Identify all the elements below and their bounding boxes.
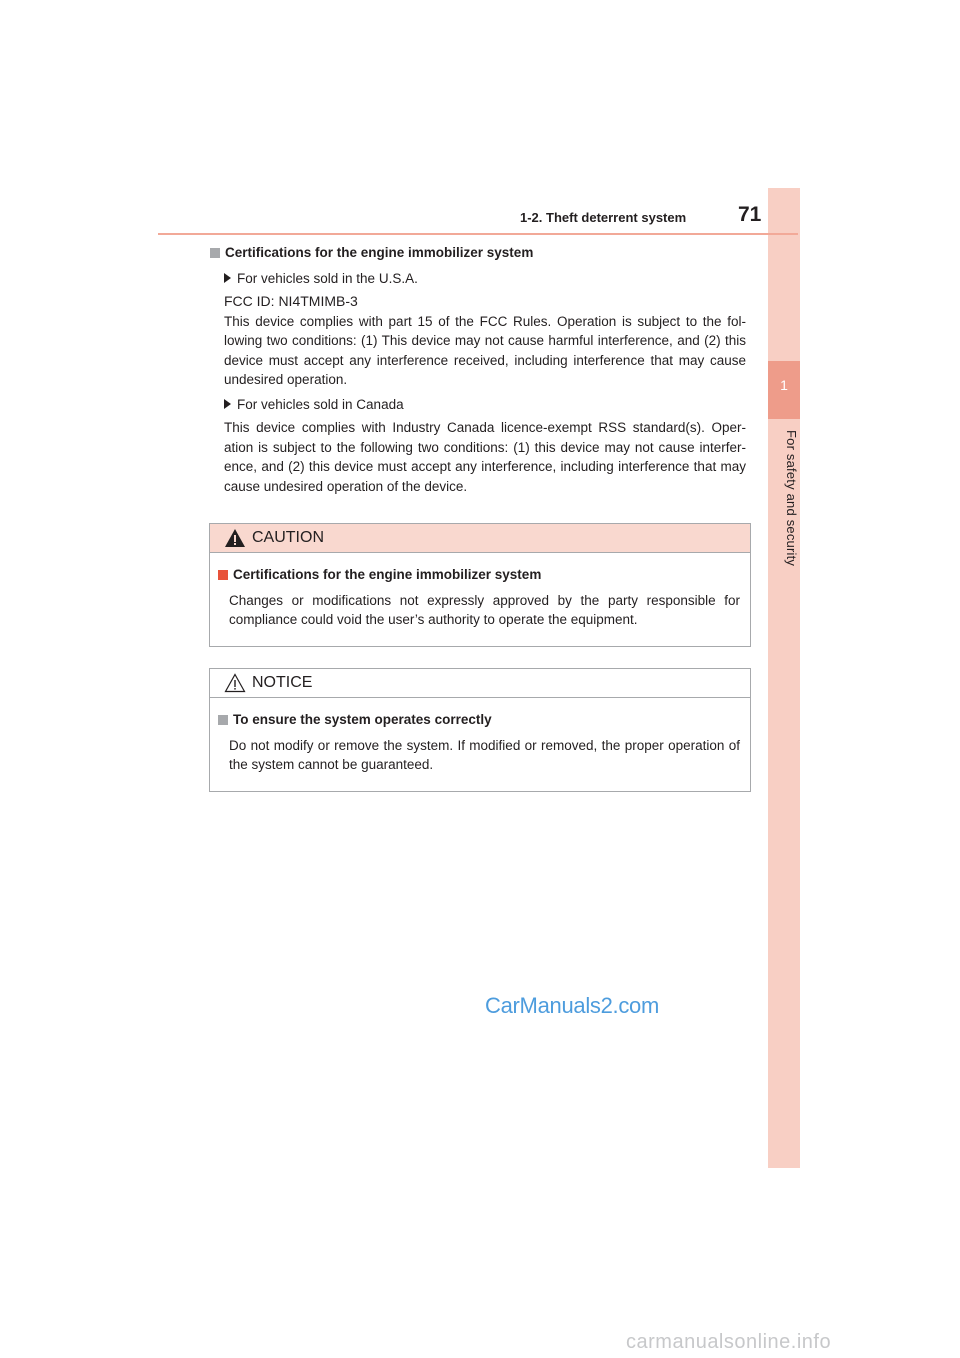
triangle-bullet-icon [224,399,231,409]
page-number: 71 [738,203,762,226]
caution-title: CAUTION [252,529,324,546]
header-section-title: 1-2. Theft deterrent system [520,210,687,225]
caution-box [209,523,751,647]
square-bullet-icon [210,248,220,258]
usa-paragraph: This device complies with part 15 of the FCC Rules. Operation is subject to the fol-lowing two conditions: (1) This device may not cause harmful interference, and (2) this device must accept any interference received, including interference that may cause undesired operation. [224,313,746,387]
usa-bullet [224,269,746,289]
notice-heading [218,710,740,730]
canada-paragraph: This device complies with Industry Canada licence-exempt RSS standard(s). Oper-ation is subject to the following two conditions: (1) this device may not cause interfer-ence, and (2) this device must accept any interference, including interference that may cause undesired operation of the device. [224,420,746,494]
chapter-label: For safety and security [784,430,799,567]
section-heading-text: Certifications for the engine immobilizer system [225,245,534,260]
caution-heading [218,565,740,585]
usa-bullet-text: For vehicles sold in the U.S.A. [237,270,418,286]
watermark-top[interactable]: CarManuals2.com [485,993,660,1018]
notice-body [210,698,750,791]
canada-bullet [224,395,746,415]
section-heading [210,243,746,263]
notice-header [210,669,750,698]
warning-filled-icon [224,528,246,548]
square-bullet-icon [218,570,228,580]
caution-body [210,553,750,646]
caution-text: Changes or modifications not expressly approved by the party responsible for compliance could void the user’s authority to operate the equipment. [229,592,740,627]
fcc-id: FCC ID: NI4TMIMB-3 [224,293,358,309]
header-divider [158,233,798,235]
notice-box [209,668,751,792]
notice-heading-text: To ensure the system operates correctly [233,712,492,727]
main-content [210,243,746,501]
square-bullet-icon [218,715,228,725]
triangle-bullet-icon [224,273,231,283]
caution-heading-text: Certifications for the engine immobilizer system [233,567,542,582]
caution-header [210,524,750,553]
notice-title: NOTICE [252,674,313,691]
notice-text: Do not modify or remove the system. If modified or removed, the proper operation of the system cannot be guaranteed. [229,737,740,772]
chapter-number: 1 [780,377,788,393]
side-strip [768,188,800,1168]
warning-outline-icon [224,673,246,693]
watermark-bottom[interactable]: carmanualsonline.info [626,1331,832,1353]
canada-bullet-text: For vehicles sold in Canada [237,396,404,412]
